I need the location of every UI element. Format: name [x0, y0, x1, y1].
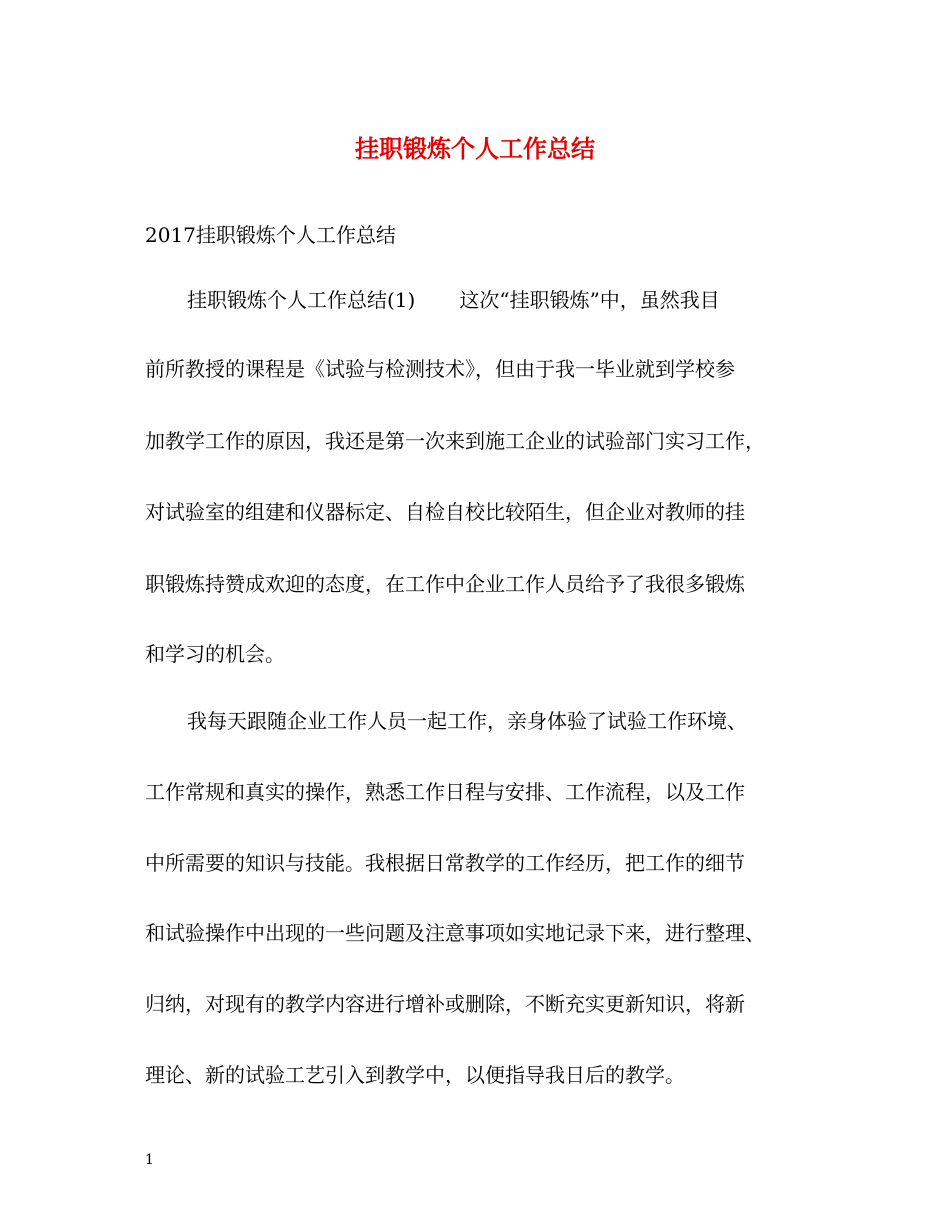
paragraph-1-line-1-text: 这次“挂职锻炼”中，虽然我目 — [459, 288, 720, 312]
document-title: 挂职锻炼个人工作总结 — [355, 134, 595, 163]
paragraph-1-line-6: 和学习的机会。 — [145, 642, 285, 666]
page-number: 1 — [145, 1152, 154, 1168]
paragraph-2-line-6: 理论、新的试验工艺引入到教学中，以便指导我日后的教学。 — [145, 1063, 685, 1087]
section-heading: 挂职锻炼个人工作总结(1) — [187, 288, 416, 312]
paragraph-1-line-5: 职锻炼持赞成欢迎的态度，在工作中企业工作人员给予了我很多锻炼 — [145, 572, 745, 596]
paragraph-1-line-2: 前所教授的课程是《试验与检测技术》，但由于我一毕业就到学校参 — [145, 357, 735, 381]
paragraph-1-line-1 — [187, 285, 720, 315]
paragraph-2-line-4: 和试验操作中出现的一些问题及注意事项如实地记录下来，进行整理、 — [145, 921, 765, 945]
paragraph-2-line-1: 我每天跟随企业工作人员一起工作，亲身体验了试验工作环境、 — [187, 709, 747, 733]
paragraph-2-line-3: 中所需要的知识与技能。我根据日常教学的工作经历，把工作的细节 — [145, 851, 745, 875]
paragraph-2-line-2: 工作常规和真实的操作，熟悉工作日程与安排、工作流程，以及工作 — [145, 780, 745, 804]
document-subtitle: 2017挂职锻炼个人工作总结 — [145, 223, 396, 247]
paragraph-2-line-5: 归纳，对现有的教学内容进行增补或删除，不断充实更新知识，将新 — [145, 992, 745, 1016]
paragraph-1-line-4: 对试验室的组建和仪器标定、自检自校比较陌生，但企业对教师的挂 — [145, 500, 745, 524]
paragraph-1-line-3: 加教学工作的原因，我还是第一次来到施工企业的试验部门实习工作， — [145, 429, 765, 453]
